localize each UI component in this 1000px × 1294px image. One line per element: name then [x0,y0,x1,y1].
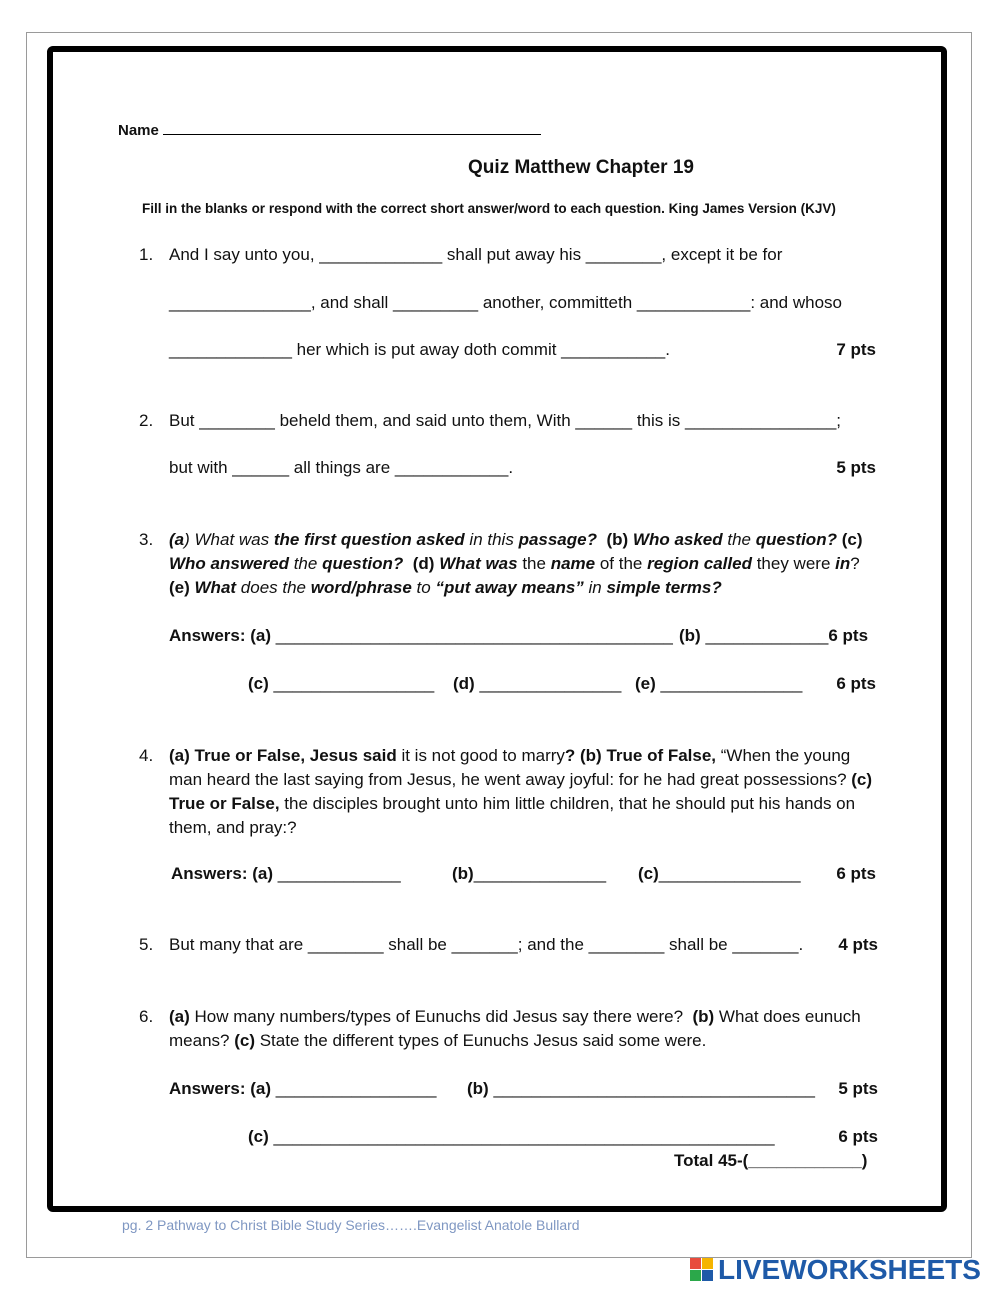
q6-number: 6. [139,1007,154,1026]
q1-line-3: _____________ her which is put away doth commit ___________. [169,340,670,359]
q6-blank-b[interactable]: __________________________________ [493,1079,815,1098]
q2-points: 5 pts [836,458,876,477]
name-line[interactable] [163,120,541,135]
q3-answers-label: Answers: (a) [169,626,272,645]
page-title: Quiz Matthew Chapter 19 [468,157,694,178]
q5-text: But many that are ________ shall be _______; and the ________ shall be _______. [169,935,804,954]
instructions: Fill in the blanks or respond with the correct short answer/word to each question. King James Version (KJV) [142,201,836,216]
q3-d-group [453,672,621,696]
total-score: Total 45-(____________) [674,1151,868,1170]
q3-b-group [679,624,868,648]
q6-answers-label: Answers: (a) [169,1079,272,1098]
name-label: Name [118,122,159,139]
q3-e-group [635,672,802,696]
q4-b-label: (b) [452,864,474,883]
q6-a-group [169,1077,437,1101]
q6-blank-a[interactable]: _________________ [275,1079,437,1098]
q4-c-group [638,862,801,886]
q1-number: 1. [139,245,154,264]
q5-points: 4 pts [838,935,878,954]
q6-points-2: 6 pts [838,1127,878,1146]
q3-blank-c[interactable]: _________________ [273,674,435,693]
q1-line-1: And I say unto you, _____________ shall put away his ________, except it be for [169,245,783,264]
q6-c-group [248,1125,775,1149]
q4-a-group [171,862,401,886]
footer-text: pg. 2 Pathway to Christ Bible Study Series…….Evangelist Anatole Bullard [122,1217,580,1233]
q5-number: 5. [139,935,154,954]
q4-blank-b[interactable]: ______________ [473,864,607,883]
q6-blank-c[interactable]: _____________________________________________________ [273,1127,775,1146]
q3-answers-row-1 [169,624,673,648]
q4-blank-a[interactable]: _____________ [277,864,401,883]
q4-c-label: (c) [638,864,659,883]
q2-line-1: But ________ beheld them, and said unto them, With ______ this is ________________; [169,411,842,430]
q4-points: 6 pts [836,864,876,883]
q3-points-2: 6 pts [836,674,876,693]
q6-b-group [467,1077,815,1101]
q3-c-label: (c) [248,674,269,693]
q4-b-group [452,862,606,886]
q2-line-2: but with ______ all things are ____________. [169,458,514,477]
q6-text: (a) How many numbers/types of Eunuchs did Jesus say there were? (b) What does eunuch means? (c) State the different types of Eunuchs Jesus said some were. [169,1007,861,1050]
q6-b-label: (b) [467,1079,489,1098]
q4-answers-label: Answers: (a) [171,864,274,883]
q1-line-2: _______________, and shall _________ another, committeth ____________: and whoso [169,293,843,312]
q3-points-1: 6 pts [828,626,869,645]
q6-c-label: (c) [248,1127,269,1146]
q3-blank-e[interactable]: _______________ [660,674,803,693]
q3-d-label: (d) [453,674,475,693]
q2-number: 2. [139,411,154,430]
q4-number: 4. [139,746,154,765]
brand-name[interactable]: LIVEWORKSHEETS [718,1254,981,1285]
q3-number: 3. [139,530,154,549]
q3-c-group [248,672,434,696]
q3-e-label: (e) [635,674,656,693]
q3-blank-b[interactable]: _____________ [705,626,829,645]
q3-text: (a) What was the first question asked in this passage? (b) Who asked the question? (c) Who answered the question? (d) What was the name of the region called they were in? (e) What does the word/phrase to “put away means” in simple terms? [169,530,863,597]
q6-points-1: 5 pts [838,1079,878,1098]
q4-blank-c[interactable]: _______________ [658,864,801,883]
liveworksheets-logo-icon [690,1258,714,1282]
q3-blank-a[interactable]: __________________________________________ [275,626,673,645]
q3-b-label: (b) [679,626,701,645]
q3-blank-d[interactable]: _______________ [479,674,622,693]
q1-points: 7 pts [836,340,876,359]
q4-text: (a) True or False, Jesus said it is not good to marry? (b) True of False, “When the young man heard the last saying from Jesus, he went away joyful: for he had great possessions? (c) True or False, the disciples brought unto him little children, that he should put his hands on them, and pray:? [169,746,873,837]
name-field[interactable] [118,120,541,139]
